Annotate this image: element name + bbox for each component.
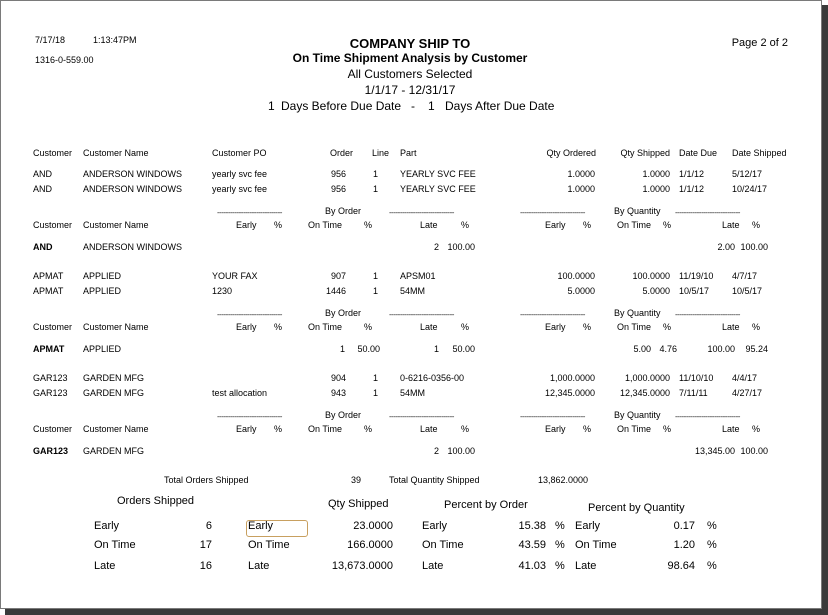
sub-col-qty-late-pct: % — [752, 424, 761, 434]
line-part: YEARLY SVC FEE — [400, 184, 476, 194]
col-line: Line — [372, 148, 390, 158]
by-order-label: By Order — [325, 410, 362, 420]
summary-qty-late: 100.00 — [707, 344, 735, 354]
summary-customer: APMAT — [33, 344, 65, 354]
line-customer-po: yearly svc fee — [212, 184, 268, 194]
line-customer: GAR123 — [33, 388, 68, 398]
line-qty-shipped: 1.0000 — [642, 184, 670, 194]
line-date-shipped: 10/5/17 — [732, 286, 763, 296]
col-qty-ordered: Qty Ordered — [546, 148, 596, 158]
summary-row-pct-qty-label: Early — [575, 520, 601, 532]
sub-col-qty-early: Early — [545, 220, 566, 230]
sub-col-order-early-pct: % — [274, 322, 283, 332]
summary-row-qty-label: Late — [248, 560, 270, 572]
summary-order-late: 1 — [433, 344, 439, 354]
line-date-due: 7/11/11 — [679, 388, 708, 398]
summary-order-late: 2 — [433, 242, 439, 252]
summary-qty-ontime-pct: 4.76 — [659, 344, 677, 354]
line-order: 943 — [330, 388, 346, 398]
report-code: 1316-0-559.00 — [35, 55, 94, 65]
summary-customer: GAR123 — [33, 446, 69, 456]
summary-qty-late-pct: 100.00 — [740, 242, 768, 252]
qty-shipped-title: Qty Shipped — [328, 498, 389, 510]
by-order-label: By Order — [325, 206, 362, 216]
col-customer-po: Customer PO — [212, 148, 267, 158]
days-before-label: Days Before Due Date — [281, 99, 402, 113]
summary-row-pct-order-label: Early — [422, 520, 448, 532]
sub-col-qty-ontime: On Time — [617, 220, 652, 230]
qty-dash-left: ------------------------------ — [520, 208, 585, 217]
sub-col-order-ontime: On Time — [308, 322, 343, 332]
order-dash-left: ------------------------------ — [217, 208, 282, 217]
summary-qty-late: 2.00 — [717, 242, 735, 252]
order-dash-right: ------------------------------ — [389, 310, 454, 319]
report-time: 1:13:47PM — [93, 35, 137, 45]
orders-shipped-title: Orders Shipped — [117, 495, 195, 507]
line-number: 1 — [373, 286, 379, 296]
sub-col-order-late-pct: % — [461, 322, 470, 332]
summary-order-late-pct: 50.00 — [452, 344, 475, 354]
total-orders-value: 39 — [350, 475, 361, 485]
sub-col-qty-late-pct: % — [752, 322, 761, 332]
order-dash-left: ------------------------------ — [217, 412, 282, 421]
line-customer-po: YOUR FAX — [212, 271, 258, 281]
date-range: 1/1/17 - 12/31/17 — [364, 83, 456, 97]
sub-col-order-ontime: On Time — [308, 424, 343, 434]
summary-row-pct-qty-sign: % — [707, 520, 717, 532]
sub-col-customer: Customer — [33, 220, 73, 230]
line-date-due: 1/1/12 — [679, 169, 705, 179]
summary-row-pct-order: 43.59 — [518, 539, 546, 551]
line-qty-ordered: 1,000.0000 — [549, 373, 595, 383]
summary-customer-name: APPLIED — [83, 344, 122, 354]
report-title: On Time Shipment Analysis by Customer — [292, 51, 528, 65]
order-dash-right: ------------------------------ — [389, 208, 454, 217]
summary-row-pct-qty-label: On Time — [575, 539, 617, 551]
sub-col-customer-name: Customer Name — [83, 220, 149, 230]
line-order: 1446 — [325, 286, 346, 296]
line-customer-name: GARDEN MFG — [83, 388, 145, 398]
summary-row-pct-qty: 98.64 — [667, 560, 695, 572]
summary-qty-late-pct: 95.24 — [745, 344, 768, 354]
sub-col-order-late-pct: % — [461, 424, 470, 434]
line-part: 0-6216-0356-00 — [400, 373, 465, 383]
line-part: 54MM — [400, 388, 426, 398]
line-date-shipped: 10/24/17 — [732, 184, 768, 194]
by-quantity-label: By Quantity — [614, 410, 661, 420]
line-part: YEARLY SVC FEE — [400, 169, 476, 179]
line-qty-ordered: 1.0000 — [567, 184, 595, 194]
sub-col-order-ontime-pct: % — [364, 220, 373, 230]
summary-row-pct-qty-sign: % — [707, 560, 717, 572]
line-customer-name: APPLIED — [83, 286, 122, 296]
line-order: 904 — [330, 373, 346, 383]
line-customer: APMAT — [33, 271, 64, 281]
line-number: 1 — [373, 169, 379, 179]
sub-col-qty-ontime-pct: % — [663, 220, 672, 230]
summary-row-pct-order-sign: % — [555, 539, 565, 551]
line-customer-name: ANDERSON WINDOWS — [83, 169, 182, 179]
sub-col-qty-late-pct: % — [752, 220, 761, 230]
sub-col-order-ontime-pct: % — [364, 424, 373, 434]
report-date: 7/17/18 — [35, 35, 66, 45]
sub-col-qty-ontime: On Time — [617, 424, 652, 434]
line-customer: AND — [33, 184, 53, 194]
line-part: APSM01 — [400, 271, 436, 281]
line-customer-name: GARDEN MFG — [83, 373, 145, 383]
order-dash-left: ------------------------------ — [217, 310, 282, 319]
sub-col-customer: Customer — [33, 424, 73, 434]
sub-col-qty-ontime: On Time — [617, 322, 652, 332]
summary-row-label: Early — [94, 520, 120, 532]
line-qty-shipped: 5.0000 — [642, 286, 670, 296]
summary-row-pct-qty-sign: % — [707, 539, 717, 551]
order-dash-right: ------------------------------ — [389, 412, 454, 421]
sub-col-qty-late: Late — [722, 220, 740, 230]
col-customer-name: Customer Name — [83, 148, 149, 158]
summary-qty-late-pct: 100.00 — [740, 446, 768, 456]
line-date-shipped: 4/27/17 — [732, 388, 763, 398]
line-customer: APMAT — [33, 286, 64, 296]
line-qty-shipped: 12,345.0000 — [619, 388, 670, 398]
total-qty-label: Total Quantity Shipped — [389, 475, 480, 485]
page-number: Page 2 of 2 — [731, 37, 788, 49]
col-customer: Customer — [33, 148, 73, 158]
line-date-due: 11/19/10 — [679, 271, 714, 281]
summary-customer: AND — [33, 242, 53, 252]
days-before-value: 1 — [268, 99, 275, 113]
by-quantity-label: By Quantity — [614, 308, 661, 318]
summary-row-pct-qty: 1.20 — [673, 539, 695, 551]
line-part: 54MM — [400, 286, 426, 296]
summary-order-late-pct: 100.00 — [447, 446, 475, 456]
line-customer-name: APPLIED — [83, 271, 122, 281]
sub-col-qty-early-pct: % — [583, 424, 592, 434]
sub-col-customer: Customer — [33, 322, 73, 332]
sub-col-order-ontime-pct: % — [364, 322, 373, 332]
days-separator: - — [411, 99, 415, 113]
summary-row-pct-order: 15.38 — [518, 520, 546, 532]
line-date-shipped: 5/12/17 — [732, 169, 763, 179]
col-part: Part — [400, 148, 417, 158]
sub-col-qty-early-pct: % — [583, 220, 592, 230]
summary-customer-name: ANDERSON WINDOWS — [83, 242, 182, 252]
percent-by-order-title: Percent by Order — [444, 499, 528, 511]
sub-col-qty-ontime-pct: % — [663, 322, 672, 332]
line-number: 1 — [373, 388, 379, 398]
summary-row-qty: 23.0000 — [353, 520, 393, 532]
sub-col-qty-ontime-pct: % — [663, 424, 672, 434]
line-order: 956 — [330, 184, 346, 194]
sub-col-order-early-pct: % — [274, 220, 283, 230]
col-order: Order — [330, 148, 354, 158]
page-shadow-bottom — [5, 609, 828, 615]
line-qty-ordered: 5.0000 — [567, 286, 595, 296]
by-order-label: By Order — [325, 308, 362, 318]
sub-col-order-early-pct: % — [274, 424, 283, 434]
sub-col-order-late: Late — [420, 220, 438, 230]
sub-col-qty-early: Early — [545, 424, 566, 434]
summary-qty-ontime: 5.00 — [633, 344, 651, 354]
sub-col-qty-late: Late — [722, 322, 740, 332]
by-quantity-label: By Quantity — [614, 206, 661, 216]
page-shadow-right — [822, 5, 828, 615]
days-after-value: 1 — [428, 99, 435, 113]
selection-text: All Customers Selected — [347, 67, 473, 81]
line-date-shipped: 4/7/17 — [732, 271, 758, 281]
line-date-shipped: 4/4/17 — [732, 373, 758, 383]
sub-col-order-early: Early — [236, 220, 257, 230]
summary-row-pct-order-label: Late — [422, 560, 444, 572]
line-customer-po: yearly svc fee — [212, 169, 268, 179]
days-after-label: Days After Due Date — [445, 99, 555, 113]
line-qty-ordered: 100.0000 — [557, 271, 595, 281]
sub-col-qty-late: Late — [722, 424, 740, 434]
line-order: 956 — [330, 169, 346, 179]
summary-row-orders: 6 — [205, 520, 212, 532]
summary-row-qty: 13,673.0000 — [331, 560, 393, 572]
summary-row-pct-order: 41.03 — [518, 560, 546, 572]
line-customer-po: test allocation — [212, 388, 268, 398]
line-qty-shipped: 1.0000 — [642, 169, 670, 179]
qty-dash-right: ------------------------------ — [675, 412, 740, 421]
summary-order-late-pct: 100.00 — [447, 242, 475, 252]
sub-col-order-late: Late — [420, 322, 438, 332]
qty-dash-right: ------------------------------ — [675, 208, 740, 217]
line-customer-name: ANDERSON WINDOWS — [83, 184, 182, 194]
sub-col-order-late-pct: % — [461, 220, 470, 230]
summary-row-qty: 166.0000 — [347, 539, 393, 551]
line-customer: AND — [33, 169, 53, 179]
line-date-due: 1/1/12 — [679, 184, 705, 194]
summary-order-late: 2 — [433, 446, 439, 456]
sub-col-order-early: Early — [236, 424, 257, 434]
sub-col-customer-name: Customer Name — [83, 424, 149, 434]
sub-col-order-ontime: On Time — [308, 220, 343, 230]
summary-row-pct-order-label: On Time — [422, 539, 464, 551]
summary-row-qty-label: Early — [248, 520, 274, 532]
summary-row-pct-qty: 0.17 — [673, 520, 695, 532]
summary-row-orders: 17 — [199, 539, 212, 551]
summary-qty-late: 13,345.00 — [694, 446, 735, 456]
line-order: 907 — [330, 271, 346, 281]
company-title: COMPANY SHIP TO — [349, 36, 471, 51]
line-customer: GAR123 — [33, 373, 68, 383]
sub-col-order-late: Late — [420, 424, 438, 434]
line-qty-shipped: 100.0000 — [632, 271, 670, 281]
line-qty-ordered: 1.0000 — [567, 169, 595, 179]
col-date-due: Date Due — [679, 148, 718, 158]
line-qty-shipped: 1,000.0000 — [624, 373, 670, 383]
sub-col-customer-name: Customer Name — [83, 322, 149, 332]
line-number: 1 — [373, 373, 379, 383]
summary-order-ontime: 1 — [339, 344, 345, 354]
summary-row-qty-label: On Time — [248, 539, 290, 551]
line-number: 1 — [373, 184, 379, 194]
summary-row-label: Late — [94, 560, 116, 572]
qty-dash-right: ------------------------------ — [675, 310, 740, 319]
summary-row-pct-order-sign: % — [555, 560, 565, 572]
line-date-due: 10/5/17 — [679, 286, 710, 296]
total-qty-value: 13,862.0000 — [537, 475, 588, 485]
summary-row-pct-qty-label: Late — [575, 560, 597, 572]
sub-col-order-early: Early — [236, 322, 257, 332]
line-customer-po: 1230 — [212, 286, 233, 296]
summary-order-ontime-pct: 50.00 — [357, 344, 380, 354]
sub-col-qty-early-pct: % — [583, 322, 592, 332]
total-orders-label: Total Orders Shipped — [164, 475, 249, 485]
percent-by-quantity-title: Percent by Quantity — [588, 502, 685, 514]
qty-dash-left: ------------------------------ — [520, 412, 585, 421]
summary-row-pct-order-sign: % — [555, 520, 565, 532]
summary-row-label: On Time — [94, 539, 136, 551]
col-date-shipped: Date Shipped — [732, 148, 787, 158]
qty-dash-left: ------------------------------ — [520, 310, 585, 319]
line-number: 1 — [373, 271, 379, 281]
line-qty-ordered: 12,345.0000 — [544, 388, 595, 398]
line-date-due: 11/10/10 — [679, 373, 714, 383]
summary-customer-name: GARDEN MFG — [83, 446, 145, 456]
summary-row-orders: 16 — [199, 560, 212, 572]
sub-col-qty-early: Early — [545, 322, 566, 332]
col-qty-shipped: Qty Shipped — [620, 148, 670, 158]
